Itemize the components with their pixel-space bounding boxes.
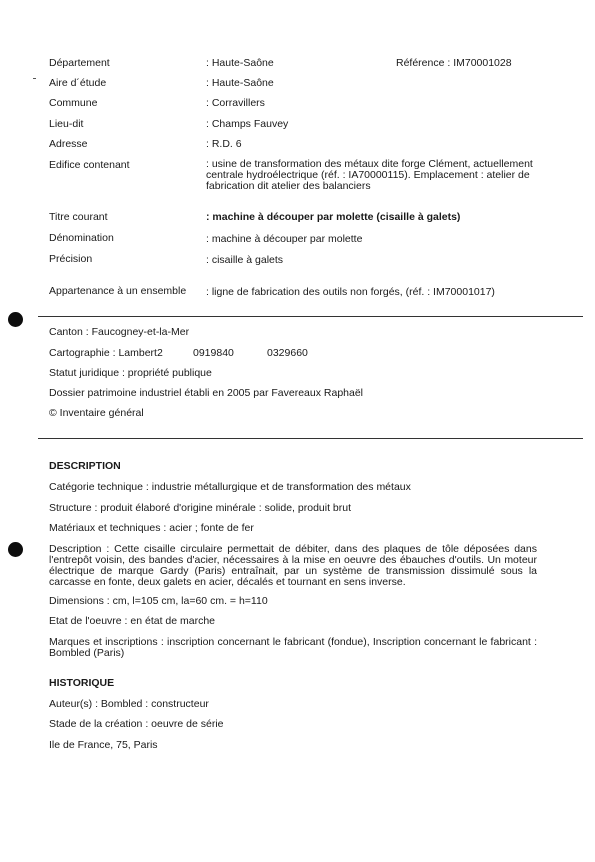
lieu-creation: Ile de France, 75, Paris <box>49 739 158 751</box>
punch-hole-top <box>8 312 23 327</box>
stade-creation: Stade de la création : oeuvre de série <box>49 718 224 730</box>
statut-juridique: Statut juridique : propriété publique <box>49 367 212 379</box>
copyright: © Inventaire général <box>49 407 144 419</box>
cartographie-x: 0919840 <box>193 347 234 359</box>
structure: Structure : produit élaboré d'origine minérale : solide, produit brut <box>49 502 352 514</box>
edifice-label: Edifice contenant <box>49 159 130 171</box>
cartographie-y: 0329660 <box>267 347 308 359</box>
marques-inscriptions: Marques et inscriptions : inscription concernant le fabricant (fondue), Inscription concernant le fabricant : Bombled (Paris) <box>49 636 537 659</box>
precision-value: : cisaille à galets <box>206 254 284 266</box>
punch-hole-bottom <box>8 542 23 557</box>
commune-value: : Corravillers <box>206 97 265 109</box>
precision-label: Précision <box>49 253 93 265</box>
description-heading: DESCRIPTION <box>49 460 121 472</box>
canton: Canton : Faucogney-et-la-Mer <box>49 326 190 338</box>
historique-heading: HISTORIQUE <box>49 677 115 689</box>
departement-value: : Haute-Saône <box>206 57 274 69</box>
aire-etude-label: Aire d´étude <box>49 77 107 89</box>
materiaux-techniques: Matériaux et techniques : acier ; fonte de fer <box>49 522 254 534</box>
categorie-technique: Catégorie technique : industrie métallurgique et de transformation des métaux <box>49 481 411 493</box>
description-text: Description : Cette cisaille circulaire permettait de débiter, dans des plaques de tôle déposées dans l'entrepôt voisin, des bandes d'acier, nécessaires à la mise en oeuvre des ébauches d'outils. Un moteur électrique de marque Gardy (Paris) entraînait, par un système de transmission dissimulé sous la carcasse en fonte, deux galets en acier, décalés et tournant en sens inverse. <box>49 543 537 588</box>
titre-courant-label: Titre courant <box>49 211 108 223</box>
denomination-value: : machine à découper par molette <box>206 233 363 245</box>
adresse-value: : R.D. 6 <box>206 138 242 150</box>
lieu-dit-value: : Champs Fauvey <box>206 118 289 130</box>
lieu-dit-label: Lieu-dit <box>49 118 84 130</box>
denomination-label: Dénomination <box>49 232 114 244</box>
adresse-label: Adresse <box>49 138 88 150</box>
cartographie-label: Cartographie : Lambert2 <box>49 347 163 359</box>
departement-label: Département <box>49 57 110 69</box>
etat-oeuvre: Etat de l'oeuvre : en état de marche <box>49 615 216 627</box>
titre-courant-value: : machine à découper par molette (cisaille à galets) <box>206 211 461 223</box>
divider-bottom <box>38 438 583 439</box>
scan-mark <box>33 78 36 79</box>
auteurs: Auteur(s) : Bombled : constructeur <box>49 698 209 710</box>
edifice-value: : usine de transformation des métaux dite forge Clément, actuellement centrale hydroélectrique (réf. : IA70000115). Emplacement : atelier de fabrication dit atelier des balanciers <box>206 158 533 192</box>
dossier-info: Dossier patrimoine industriel établi en 2005 par Favereaux Raphaël <box>49 387 364 399</box>
commune-label: Commune <box>49 97 98 109</box>
reference: Référence : IM70001028 <box>396 57 512 69</box>
dimensions: Dimensions : cm, l=105 cm, la=60 cm. = h=110 <box>49 595 268 607</box>
aire-etude-value: : Haute-Saône <box>206 77 274 89</box>
appartenance-value: : ligne de fabrication des outils non forgés, (réf. : IM70001017) <box>206 286 495 298</box>
appartenance-label: Appartenance à un ensemble <box>49 285 187 297</box>
divider-top <box>38 316 583 317</box>
